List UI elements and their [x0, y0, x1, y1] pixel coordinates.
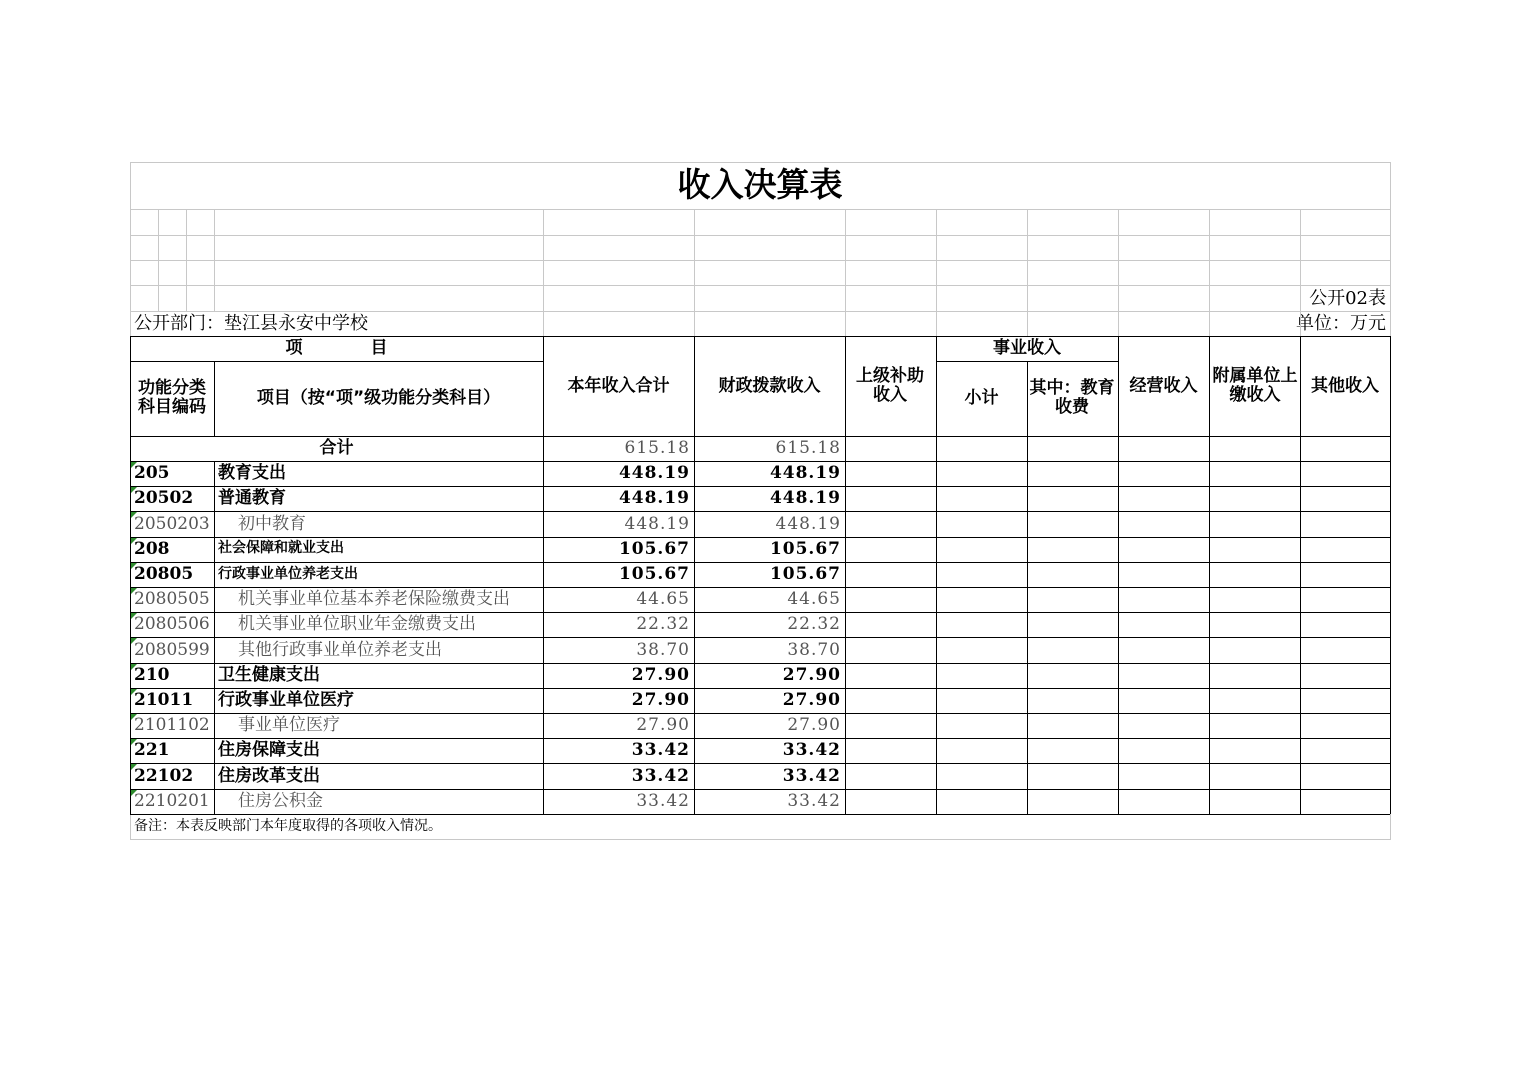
row-name: 社会保障和就业支出: [218, 540, 344, 557]
row-fiscal: 33.42: [782, 740, 841, 761]
row-fiscal: 27.90: [782, 664, 841, 685]
row-total: 33.42: [631, 740, 690, 761]
row-total: 448.19: [618, 488, 690, 509]
form-number: 公开02表: [1309, 287, 1386, 309]
row-fiscal: 27.90: [787, 715, 841, 736]
row-fiscal: 105.67: [769, 538, 841, 559]
row-code: 205: [134, 463, 170, 484]
grid-line: [1027, 361, 1028, 814]
grid-line: [130, 436, 1390, 437]
footnote: 备注：本表反映部门本年度取得的各项收入情况。: [134, 817, 442, 834]
header-business: 事业收入: [993, 338, 1061, 359]
row-fiscal: 448.19: [769, 488, 841, 509]
unit-label: 单位：万元: [1296, 312, 1386, 334]
page-title: 收入决算表: [677, 165, 843, 205]
row-fiscal: 105.67: [769, 564, 841, 585]
row-name: 机关事业单位职业年金缴费支出: [238, 614, 476, 635]
grid-line: [1027, 311, 1028, 336]
grid-line: [130, 336, 131, 814]
grid-line: [694, 209, 695, 311]
row-total: 22.32: [636, 614, 690, 635]
row-name: 事业单位医疗: [238, 715, 340, 736]
row-total: 105.67: [618, 538, 690, 559]
row-name: 初中教育: [238, 513, 306, 534]
row-code: 2080505: [134, 589, 210, 610]
row-name: 其他行政事业单位养老支出: [238, 639, 442, 660]
grid-line: [936, 209, 937, 311]
row-name: 住房保障支出: [218, 740, 320, 761]
header-affiliated: 附属单位上缴收入: [1212, 366, 1298, 405]
grid-line: [1390, 336, 1391, 814]
row-total: 44.65: [636, 589, 690, 610]
row-code: 2101102: [134, 715, 210, 736]
grid-line: [130, 209, 1390, 210]
row-total: 38.70: [636, 639, 690, 660]
grid-line: [130, 562, 1390, 563]
grid-line: [130, 537, 1390, 538]
grid-line: [1118, 311, 1119, 336]
grid-line: [130, 637, 1390, 638]
grid-line: [130, 361, 543, 362]
income-statement-sheet: [130, 162, 1390, 840]
grid-line: [845, 311, 846, 336]
row-total: 27.90: [631, 664, 690, 685]
grid-line: [1300, 286, 1301, 311]
row-code: 2080599: [134, 639, 210, 660]
header-total: 本年收入合计: [567, 375, 670, 396]
row-code: 221: [134, 740, 170, 761]
row-fiscal: 38.70: [787, 639, 841, 660]
row-name: 机关事业单位基本养老保险缴费支出: [238, 589, 510, 610]
row-name: 教育支出: [218, 463, 286, 484]
row-total: 448.19: [624, 513, 690, 534]
grid-line: [130, 738, 1390, 739]
row-code: 22102: [134, 765, 194, 786]
grid-line: [214, 461, 215, 814]
department-label: 公开部门：垫江县永安中学校: [134, 312, 368, 334]
header-name: 项目（按“项”级功能分类科目）: [256, 387, 501, 408]
grid-line: [1300, 311, 1301, 336]
total-row-label: 合计: [319, 438, 354, 459]
grid-line: [130, 285, 1390, 286]
header-subtotal: 小计: [964, 387, 999, 408]
row-code: 208: [134, 538, 170, 559]
grid-line: [130, 260, 1390, 261]
row-fiscal: 27.90: [782, 690, 841, 711]
row-name: 普通教育: [218, 488, 286, 509]
grid-line: [130, 713, 1390, 714]
row-name: 行政事业单位养老支出: [218, 565, 358, 582]
grid-line: [1027, 209, 1028, 311]
grid-line: [1118, 209, 1119, 311]
grid-line: [543, 209, 544, 311]
header-other: 其他收入: [1311, 375, 1379, 396]
row-fiscal: 448.19: [769, 463, 841, 484]
grid-line: [130, 162, 1390, 163]
header-fiscal: 财政拨款收入: [718, 375, 821, 396]
grid-line: [130, 814, 1390, 815]
grid-line: [214, 361, 215, 436]
grid-line: [694, 336, 695, 814]
row-total: 448.19: [618, 463, 690, 484]
grid-line: [694, 311, 695, 336]
grid-line: [130, 587, 1390, 588]
grid-line: [936, 336, 937, 814]
row-code: 2050203: [134, 513, 210, 534]
grid-line: [130, 839, 1390, 840]
grid-line: [130, 311, 1390, 312]
grid-line: [130, 763, 1390, 764]
grid-line: [130, 789, 1390, 790]
grid-line: [130, 688, 1390, 689]
grid-line: [130, 461, 1390, 462]
row-total: 27.90: [636, 715, 690, 736]
grid-line: [543, 311, 544, 336]
grid-line: [130, 663, 1390, 664]
grid-line: [130, 235, 1390, 236]
row-fiscal: 44.65: [787, 589, 841, 610]
grid-line: [543, 336, 544, 814]
row-code: 210: [134, 664, 170, 685]
row-total: 33.42: [636, 790, 690, 811]
grid-line: [214, 209, 215, 311]
header-edu-fee: 其中：教育收费: [1029, 378, 1115, 417]
row-code: 21011: [134, 690, 194, 711]
row-name: 卫生健康支出: [218, 664, 320, 685]
grid-line: [936, 311, 937, 336]
row-fiscal: 448.19: [775, 513, 841, 534]
total-row-total: 615.18: [624, 438, 690, 459]
grid-line: [1209, 311, 1210, 336]
grid-line: [1209, 336, 1210, 814]
row-fiscal: 33.42: [787, 790, 841, 811]
grid-line: [130, 486, 1390, 487]
row-fiscal: 22.32: [787, 614, 841, 635]
grid-line: [186, 209, 187, 311]
grid-line: [130, 511, 1390, 512]
row-fiscal: 33.42: [782, 765, 841, 786]
grid-line: [1300, 336, 1301, 814]
row-code: 20805: [134, 564, 194, 585]
grid-line: [845, 209, 846, 311]
row-total: 33.42: [631, 765, 690, 786]
row-total: 27.90: [631, 690, 690, 711]
grid-line: [158, 209, 159, 311]
row-total: 105.67: [618, 564, 690, 585]
header-item: 项 目: [285, 338, 388, 359]
grid-line: [130, 612, 1390, 613]
row-code: 2210201: [134, 790, 210, 811]
row-code: 2080506: [134, 614, 210, 635]
grid-line: [845, 336, 846, 814]
total-row-fiscal: 615.18: [775, 438, 841, 459]
grid-line: [1118, 336, 1119, 814]
row-name: 住房改革支出: [218, 765, 320, 786]
row-name: 住房公积金: [238, 790, 323, 811]
grid-line: [1209, 209, 1210, 311]
header-upper: 上级补助收入: [856, 366, 924, 405]
header-operating: 经营收入: [1129, 375, 1198, 396]
row-name: 行政事业单位医疗: [218, 690, 354, 711]
grid-line: [130, 336, 1390, 337]
row-code: 20502: [134, 488, 194, 509]
header-code: 功能分类科目编码: [138, 378, 206, 417]
